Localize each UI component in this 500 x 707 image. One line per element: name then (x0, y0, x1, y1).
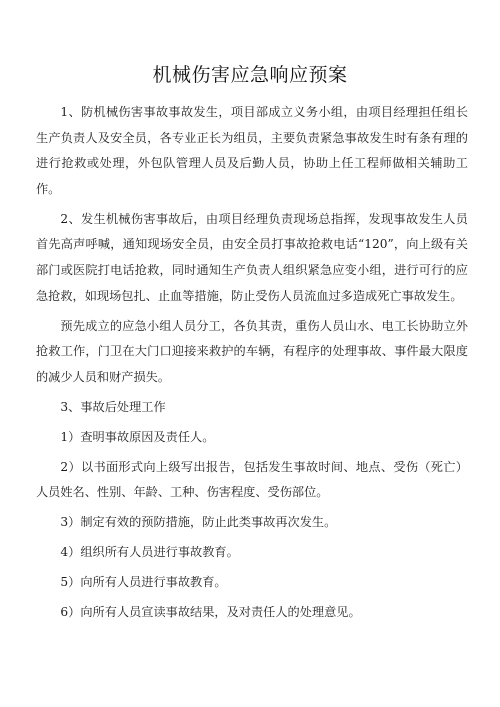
list-item-5: 5）向所有人员进行事故教育。 (60, 575, 227, 590)
section-heading-3: 3、事故后处理工作 (60, 399, 166, 414)
list-item-3: 3）制定有效的预防措施，防止此类事故再次发生。 (60, 515, 337, 530)
document-body (36, 100, 468, 626)
paragraph-2: 2、发生机械伤害事故后，由项目经理负责现场总指挥，发现事故发生人员首先高声呼喊，通知现场安全员，由安全员打事故抢救电话“120”，向上级有关部门或医院打电话抢救，同时通知生产负责人组织紧急应变小组，进行可行的应急抢救，如现场包扎、止血等措施，防止受伤人员流血过多造成死亡事故发生。 (36, 211, 468, 303)
list-item-2: 2）以书面形式向上级写出报告，包括发生事故时间、地点、受伤（死亡）人员姓名、性别、年龄、工种、伤害程度、受伤部位。 (36, 459, 468, 500)
paragraph-3: 预先成立的应急小组人员分工，各负其责，重伤人员山水、电工长协助立外抢救工作，门卫在大门口迎接来救护的车辆，有程序的处理事故、事件最大限度的减少人员和财产损失。 (36, 318, 468, 384)
list-item-4: 4）组织所有人员进行事故教育。 (60, 545, 239, 560)
list-item-1: 1）查明事故原因及责任人。 (60, 429, 215, 444)
list-item-6: 6）向所有人员宣读事故结果，及对责任人的处理意见。 (60, 605, 361, 620)
document-title: 机械伤害应急响应预案 (152, 64, 348, 86)
paragraph-1: 1、防机械伤害事故事故发生，项目部成立义务小组，由项目经理担任组长生产负责人及安全员，各专业正长为组员，主要负责紧急事故发生时有条有理的进行抢救或处理，外包队管理人员及后勤人员，协助上任工程师做相关辅助工作。 (36, 105, 468, 196)
